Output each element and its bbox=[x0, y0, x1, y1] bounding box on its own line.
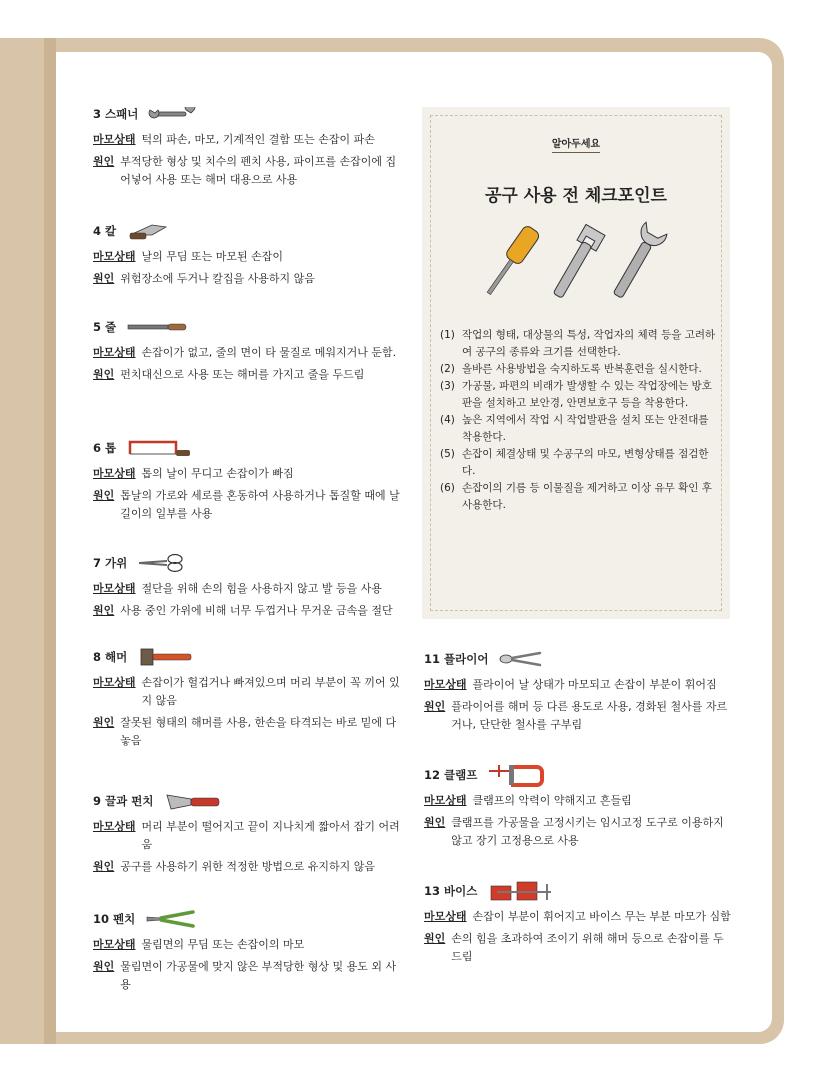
pliers-icon bbox=[145, 909, 195, 929]
state-text: 턱의 파손, 마모, 기계적인 결함 또는 손잡이 파손 bbox=[141, 133, 375, 146]
tool-heading bbox=[424, 880, 732, 902]
state-label: 마모상태 bbox=[93, 938, 136, 951]
checkpoint-number: (2) bbox=[440, 363, 455, 375]
tool-title: 5 줄 bbox=[93, 320, 117, 334]
state-text: 머리 부분이 떨어지고 끝이 지나치게 짧아서 잡기 어려움 bbox=[141, 820, 400, 851]
cause-label: 원인 bbox=[424, 932, 446, 945]
checkpoint-item bbox=[440, 378, 716, 412]
scissors-icon bbox=[137, 553, 187, 573]
state-label: 마모상태 bbox=[93, 346, 136, 359]
box-kicker-text: 알아두세요 bbox=[552, 139, 600, 153]
checkpoint-item bbox=[440, 327, 716, 361]
tool-title: 11 플라이어 bbox=[424, 652, 489, 666]
tool-heading bbox=[93, 790, 401, 812]
checkpoint-number: (6) bbox=[440, 482, 455, 494]
state-row bbox=[93, 131, 401, 149]
state-label: 마모상태 bbox=[93, 820, 136, 833]
state-text: 손잡이가 없고, 줄의 면이 타 물질로 메워지거나 둔함. bbox=[141, 346, 397, 359]
state-label: 마모상태 bbox=[424, 794, 467, 807]
state-text: 물림면의 무딤 또는 손잡이의 마모 bbox=[141, 938, 305, 951]
tool-title: 7 가위 bbox=[93, 556, 128, 570]
tool-title: 13 바이스 bbox=[424, 884, 478, 898]
tool-title: 9 끌과 펀치 bbox=[93, 794, 154, 808]
cause-label: 원인 bbox=[93, 860, 115, 873]
spanner-icon bbox=[148, 107, 196, 121]
chisel-icon bbox=[163, 791, 223, 811]
tool-item bbox=[93, 437, 401, 527]
cause-label: 원인 bbox=[93, 155, 115, 168]
tool-item bbox=[93, 552, 401, 624]
cause-text: 플라이어를 해머 등 다른 용도로 사용, 경화된 철사를 자르거나, 단단한 철사를 구부림 bbox=[451, 700, 728, 731]
cause-label: 원인 bbox=[424, 816, 446, 829]
checkpoint-number: (4) bbox=[440, 414, 455, 426]
tool-item bbox=[424, 880, 732, 970]
checkpoint-number: (3) bbox=[440, 380, 455, 392]
hammer-icon bbox=[137, 647, 193, 667]
cause-text: 펀치대신으로 사용 또는 해머를 가지고 줄을 두드림 bbox=[120, 368, 365, 381]
state-label: 마모상태 bbox=[424, 910, 467, 923]
file-icon bbox=[126, 322, 188, 332]
tool-heading bbox=[93, 316, 401, 338]
state-text: 클램프의 악력이 약해지고 흔들림 bbox=[472, 794, 632, 807]
state-label: 마모상태 bbox=[93, 133, 136, 146]
knife-icon bbox=[126, 221, 170, 241]
tool-item bbox=[93, 103, 401, 193]
tool-item bbox=[93, 790, 401, 880]
cause-text: 클램프를 가공물을 고정시키는 임시고정 도구로 이용하지 않고 장기 고정용으로 사용 bbox=[451, 816, 724, 847]
checkpoint-item bbox=[440, 361, 716, 378]
state-text: 톱의 날이 무디고 손잡이가 빠짐 bbox=[141, 467, 294, 480]
checkpoint-box bbox=[422, 107, 730, 619]
cause-label: 원인 bbox=[93, 960, 115, 973]
state-label: 마모상태 bbox=[93, 467, 136, 480]
tool-item bbox=[93, 220, 401, 292]
plier-icon bbox=[498, 650, 542, 668]
tool-title: 3 스패너 bbox=[93, 107, 139, 121]
saw-icon bbox=[126, 438, 192, 458]
tool-heading bbox=[93, 908, 401, 930]
checkpoint-item bbox=[440, 446, 716, 480]
state-text: 손잡이가 헐겁거나 빠져있으며 머리 부분이 꼭 끼어 있지 않음 bbox=[141, 676, 400, 707]
state-text: 절단을 위해 손의 힘을 사용하지 않고 발 등을 사용 bbox=[141, 582, 383, 595]
clamp-icon bbox=[487, 763, 545, 787]
tool-title: 8 해머 bbox=[93, 650, 128, 664]
checkpoint-text: 높은 지역에서 작업 시 작업발판을 설치 또는 안전대를 착용한다. bbox=[462, 414, 709, 443]
state-label: 마모상태 bbox=[93, 676, 136, 689]
state-label: 마모상태 bbox=[93, 582, 136, 595]
box-kicker bbox=[422, 135, 730, 150]
cause-text: 잘못된 형태의 해머를 사용, 한손을 타격되는 바로 밑에 다 놓음 bbox=[120, 716, 397, 747]
binding-edge bbox=[44, 38, 56, 1044]
checkpoint-item bbox=[440, 412, 716, 446]
tool-item bbox=[93, 316, 401, 388]
tool-heading bbox=[93, 552, 401, 574]
cause-text: 손의 힘을 초과하여 조이기 위해 해머 등으로 손잡이를 두드림 bbox=[451, 932, 724, 963]
state-text: 플라이어 날 상태가 마모되고 손잡이 부분이 휘어짐 bbox=[472, 678, 717, 691]
vise-icon bbox=[487, 878, 553, 904]
tool-title: 4 칼 bbox=[93, 224, 117, 238]
tool-heading bbox=[93, 437, 401, 459]
cause-text: 톱날의 가로와 세로를 혼동하여 사용하거나 톱질할 때에 날 길이의 일부를 사용 bbox=[120, 489, 400, 520]
cause-label: 원인 bbox=[93, 604, 115, 617]
cause-row bbox=[93, 153, 401, 189]
tool-title: 12 클램프 bbox=[424, 768, 478, 782]
tool-heading bbox=[424, 648, 732, 670]
cause-label: 원인 bbox=[93, 489, 115, 502]
cause-text: 공구를 사용하기 위한 적정한 방법으로 유지하지 않음 bbox=[120, 860, 376, 873]
checkpoint-text: 가공물, 파편의 비래가 발생할 수 있는 작업장에는 방호판을 설치하고 보안경, 안면보호구 등을 착용한다. bbox=[462, 380, 712, 409]
screwdriver-wrench-icon bbox=[482, 217, 672, 307]
tool-item bbox=[93, 908, 401, 998]
cause-text: 사용 중인 가위에 비해 너무 두껍거나 무거운 금속을 절단 bbox=[120, 604, 393, 617]
tool-heading bbox=[93, 646, 401, 668]
checkpoint-number: (1) bbox=[440, 329, 455, 341]
cause-label: 원인 bbox=[93, 368, 115, 381]
tool-heading bbox=[424, 764, 732, 786]
box-title: 공구 사용 전 체크포인트 bbox=[485, 186, 667, 206]
state-text: 손잡이 부분이 휘어지고 바이스 무는 부분 마모가 심함 bbox=[472, 910, 731, 923]
cause-text: 물림면이 가공물에 맞지 않은 부적당한 형상 및 용도 외 사용 bbox=[120, 960, 397, 991]
checkpoint-text: 작업의 형태, 대상물의 특성, 작업자의 체력 등을 고려하여 공구의 종류와 크기를 선택한다. bbox=[462, 329, 716, 358]
checkpoint-text: 손잡이 체결상태 및 수공구의 마모, 변형상태를 점검한다. bbox=[462, 448, 709, 477]
state-label: 마모상태 bbox=[424, 678, 467, 691]
tool-item bbox=[424, 648, 732, 738]
tool-heading bbox=[93, 103, 401, 125]
tool-item bbox=[424, 764, 732, 854]
cause-label: 원인 bbox=[424, 700, 446, 713]
tool-title: 10 펜치 bbox=[93, 912, 136, 926]
tool-item bbox=[93, 646, 401, 754]
checkpoint-item bbox=[440, 480, 716, 514]
checkpoint-text: 올바른 사용방법을 숙지하도록 반복훈련을 실시한다. bbox=[462, 363, 702, 375]
checkpoint-list bbox=[440, 327, 716, 514]
cause-text: 위험장소에 두거나 칼집을 사용하지 않음 bbox=[120, 272, 315, 285]
cause-label: 원인 bbox=[93, 272, 115, 285]
cause-label: 원인 bbox=[93, 716, 115, 729]
state-label: 마모상태 bbox=[93, 250, 136, 263]
state-text: 날의 무딤 또는 마모된 손잡이 bbox=[141, 250, 284, 263]
checkpoint-text: 손잡이의 기름 등 이물질을 제거하고 이상 유무 확인 후 사용한다. bbox=[462, 482, 712, 511]
tool-title: 6 톱 bbox=[93, 441, 117, 455]
tool-heading bbox=[93, 220, 401, 242]
checkpoint-number: (5) bbox=[440, 448, 455, 460]
cause-text: 부적당한 형상 및 치수의 펜치 사용, 파이프를 손잡이에 집어넣어 사용 또는 해머 대용으로 사용 bbox=[120, 155, 397, 186]
